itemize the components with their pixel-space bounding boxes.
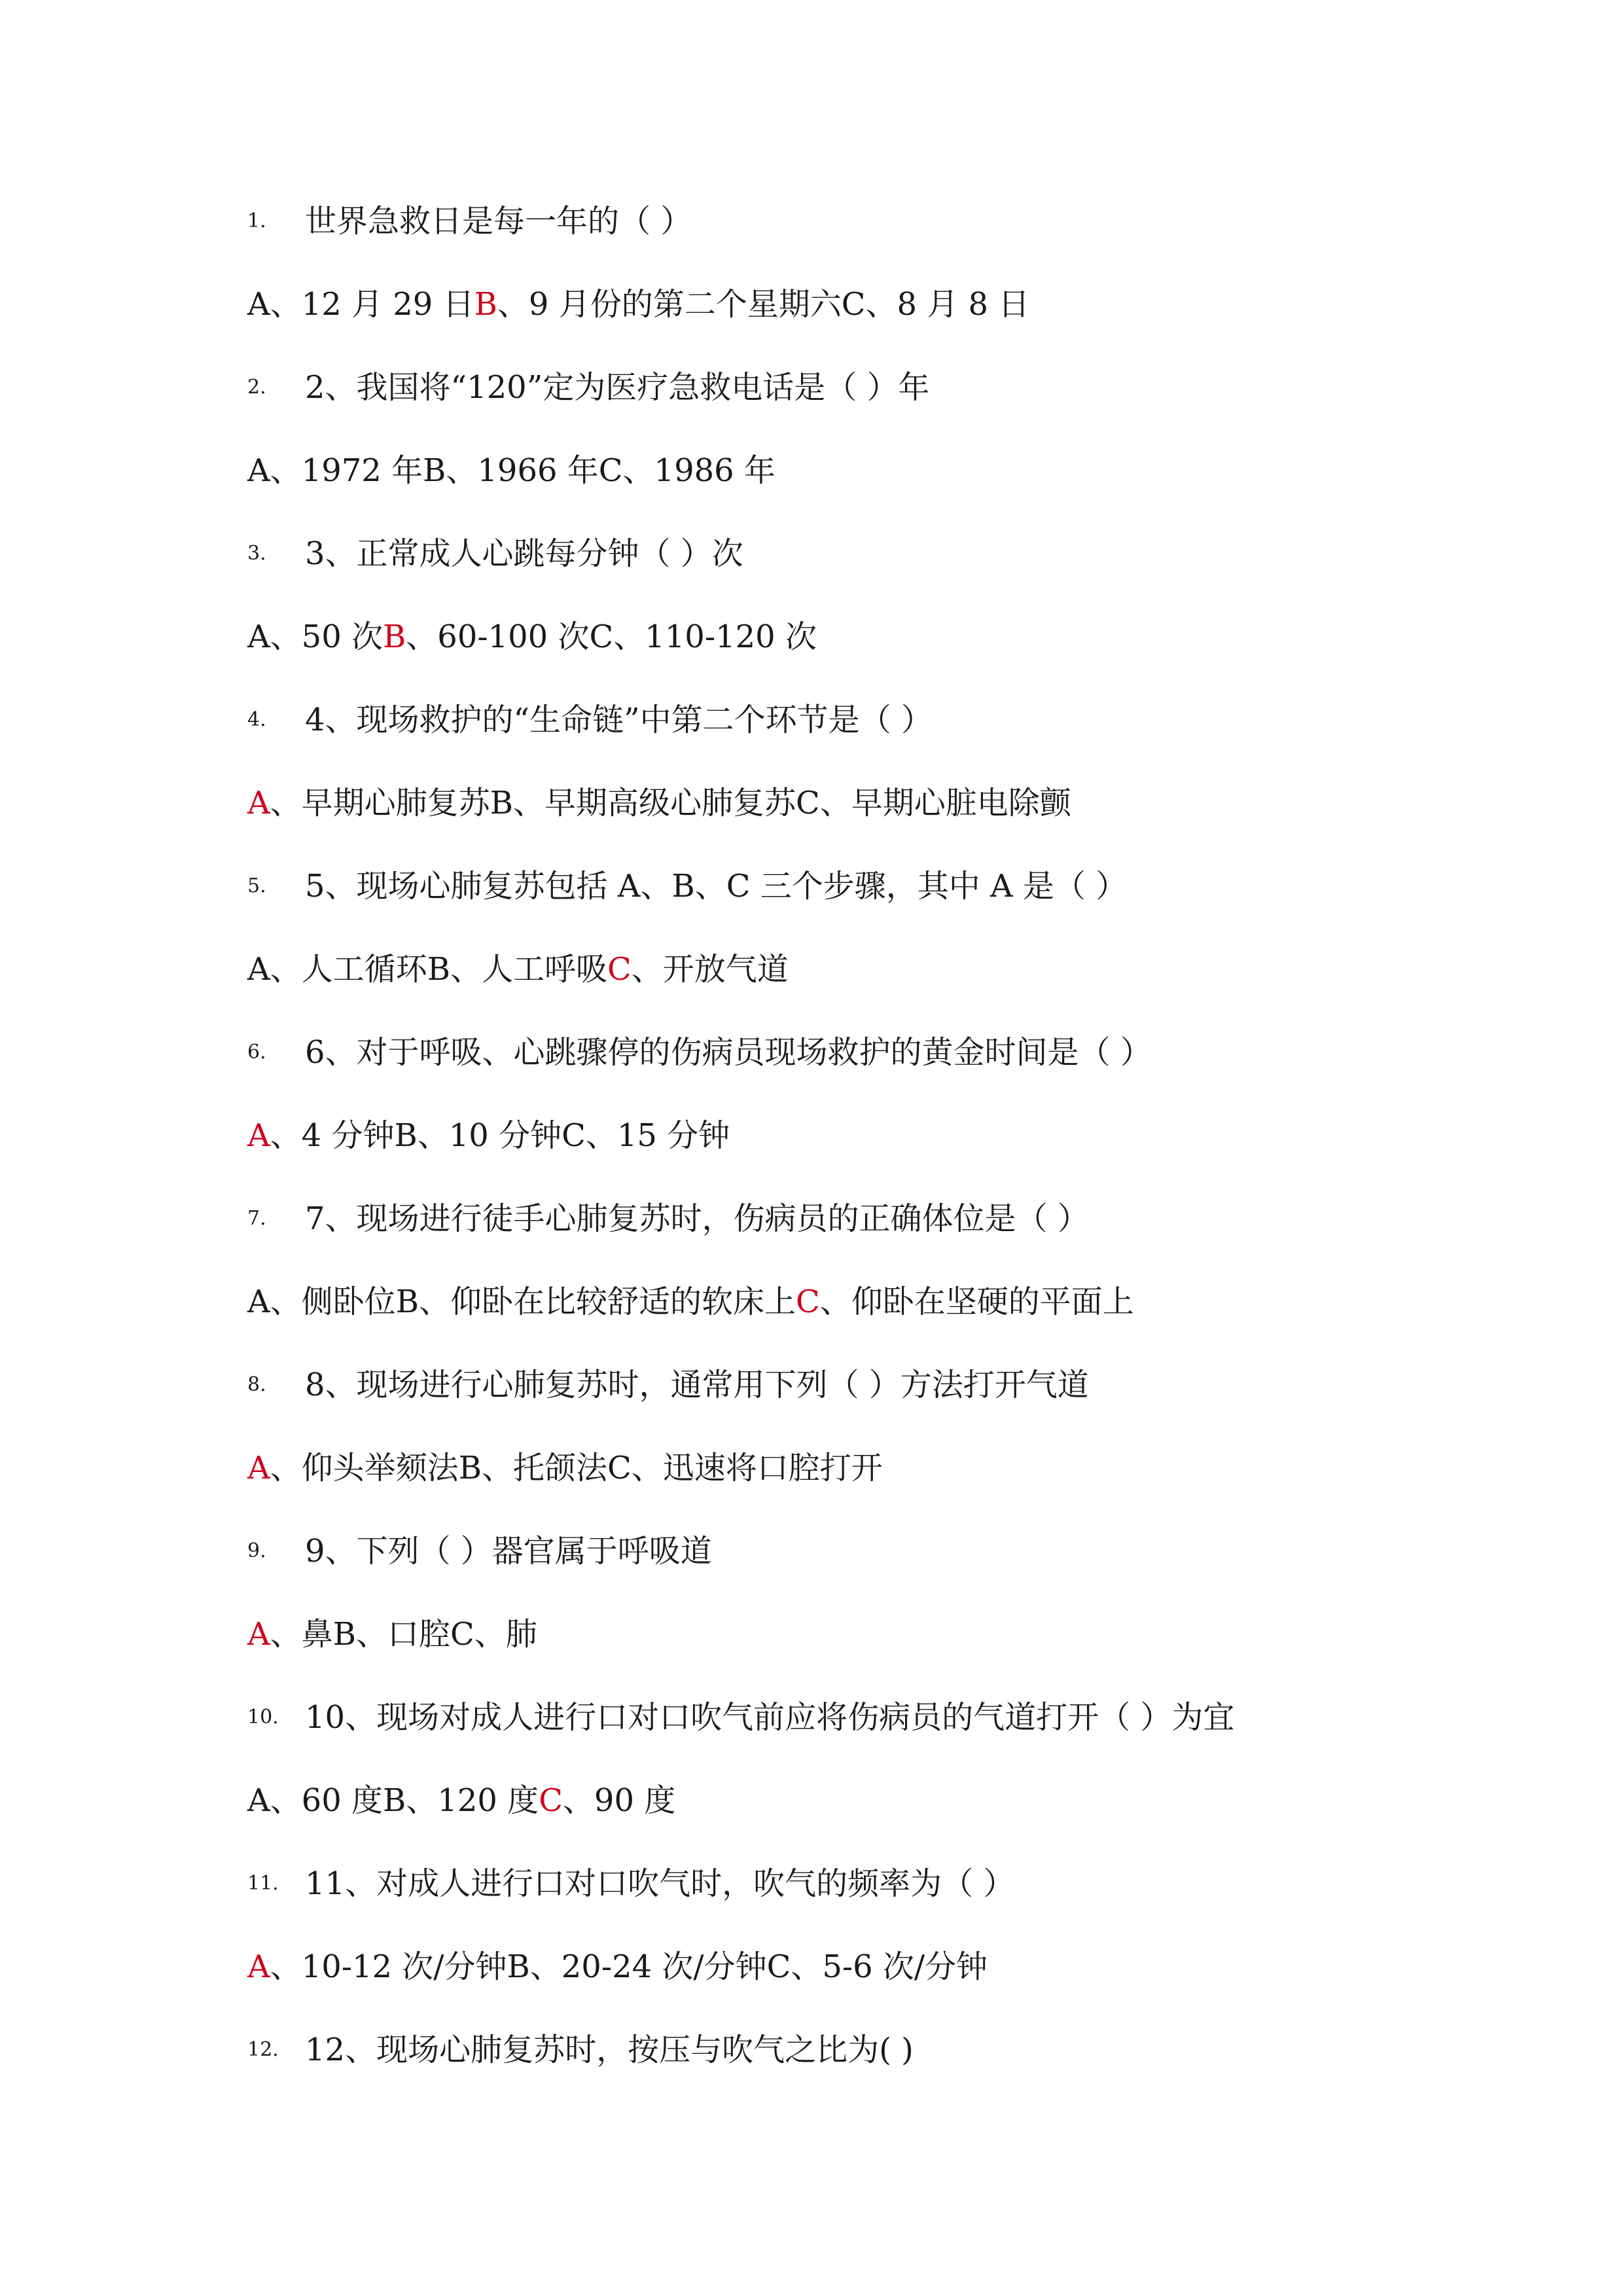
option-a-label: A <box>247 1283 270 1320</box>
option-b-text: 、60-100 次 <box>406 619 590 655</box>
question-text: 世界急救日是每一年的（ ） <box>305 203 692 240</box>
option-a-text: 、50 次 <box>270 619 383 655</box>
question-text: 5、现场心肺复苏包括 A、B、C 三个步骤，其中 A 是（ ） <box>305 868 1128 905</box>
option-a-label: A <box>247 785 270 821</box>
question-number: 2. <box>247 376 266 399</box>
option-a-label: A <box>247 286 270 323</box>
option-b-label: B <box>490 785 513 821</box>
option-c-text: 、5-6 次/分钟 <box>791 1948 988 1985</box>
question-number: 1. <box>247 209 266 232</box>
option-c-text: 、开放气道 <box>631 951 789 988</box>
option-b-text: 、早期高级心肺复苏 <box>512 785 796 821</box>
option-a-text: 、侧卧位 <box>270 1283 396 1320</box>
question-text: 11、对成人进行口对口吹气时，吹气的频率为（ ） <box>305 1865 1015 1902</box>
option-a-label: A <box>247 951 270 988</box>
question-11 <box>247 1857 1459 1910</box>
option-c-label: C <box>589 619 614 655</box>
option-c-text: 、肺 <box>474 1616 537 1653</box>
option-b-label: B <box>395 1283 419 1320</box>
question-number: 7. <box>247 1207 266 1230</box>
option-b-label: B <box>383 1782 406 1819</box>
options-3 <box>247 611 1459 663</box>
option-b-text: 、口腔 <box>355 1616 450 1653</box>
option-c-label: C <box>598 452 623 489</box>
option-b-text: 、人工呼吸 <box>450 951 607 988</box>
option-a-label: A <box>247 1616 270 1653</box>
option-a-text: 、早期心肺复苏 <box>270 785 490 821</box>
option-a-label: A <box>247 1450 270 1486</box>
option-a-label: A <box>247 619 270 655</box>
question-3 <box>247 528 1459 580</box>
question-text: 12、现场心肺复苏时，按压与吹气之比为( ) <box>305 2032 914 2068</box>
option-c-text: 、早期心脏电除颤 <box>819 785 1071 821</box>
option-c-label: C <box>795 1283 820 1320</box>
option-b-label: B <box>394 1117 418 1154</box>
option-c-text: 、迅速将口腔打开 <box>631 1450 883 1486</box>
question-4 <box>247 694 1459 746</box>
option-b-label: B <box>383 619 406 655</box>
option-c-text: 、15 分钟 <box>585 1117 730 1154</box>
question-5 <box>247 860 1459 912</box>
option-c-label: C <box>607 1450 632 1486</box>
option-b-label: B <box>427 951 450 988</box>
option-a-text: 、4 分钟 <box>270 1117 395 1154</box>
option-c-text: 、90 度 <box>562 1782 676 1819</box>
option-a-text: 、人工循环 <box>270 951 427 988</box>
question-text: 3、正常成人心跳每分钟（ ）次 <box>305 535 743 572</box>
question-7 <box>247 1193 1459 1245</box>
option-b-text: 、120 度 <box>406 1782 539 1819</box>
option-a-label: A <box>247 1117 270 1154</box>
option-a-label: A <box>247 1948 270 1985</box>
option-c-label: C <box>766 1948 791 1985</box>
option-c-text: 、8 月 8 日 <box>865 286 1030 323</box>
question-9 <box>247 1525 1459 1577</box>
question-number: 9. <box>247 1539 266 1562</box>
option-c-text: 、110-120 次 <box>613 619 817 655</box>
options-7 <box>247 1276 1459 1328</box>
option-b-text: 、20-24 次/分钟 <box>529 1948 767 1985</box>
option-a-text: 、10-12 次/分钟 <box>270 1948 507 1985</box>
question-number: 8. <box>247 1373 266 1396</box>
question-text: 9、下列（ ）器官属于呼吸道 <box>305 1533 712 1570</box>
question-number: 4. <box>247 708 266 731</box>
question-number: 10. <box>247 1706 279 1729</box>
question-number: 5. <box>247 874 266 897</box>
options-2 <box>247 444 1459 497</box>
question-number: 3. <box>247 542 266 565</box>
question-2 <box>247 361 1459 414</box>
option-c-text: 、1986 年 <box>622 452 776 489</box>
option-b-text: 、托颌法 <box>481 1450 607 1486</box>
options-10 <box>247 1774 1459 1827</box>
question-text: 6、对于呼吸、心跳骤停的伤病员现场救护的黄金时间是（ ） <box>305 1034 1152 1071</box>
option-a-text: 、12 月 29 日 <box>270 286 474 323</box>
question-text: 8、现场进行心肺复苏时，通常用下列（ ）方法打开气道 <box>305 1367 1089 1403</box>
option-b-label: B <box>458 1450 482 1486</box>
question-number: 12. <box>247 2038 279 2061</box>
option-a-text: 、1972 年 <box>270 452 423 489</box>
options-9 <box>247 1608 1459 1660</box>
option-c-label: C <box>539 1782 563 1819</box>
question-1 <box>247 195 1459 247</box>
option-b-label: B <box>332 1616 356 1653</box>
options-1 <box>247 278 1459 331</box>
option-a-label: A <box>247 452 270 489</box>
option-b-text: 、10 分钟 <box>417 1117 562 1154</box>
options-8 <box>247 1442 1459 1494</box>
option-b-label: B <box>423 452 446 489</box>
question-12 <box>247 2024 1459 2076</box>
option-b-label: B <box>474 286 497 323</box>
option-b-label: B <box>507 1948 530 1985</box>
option-c-label: C <box>607 951 632 988</box>
question-number: 6. <box>247 1041 266 1064</box>
options-4 <box>247 777 1459 829</box>
option-b-text: 、9 月份的第二个星期六 <box>497 286 842 323</box>
question-number: 11. <box>247 1872 279 1895</box>
option-c-label: C <box>841 286 866 323</box>
question-6 <box>247 1026 1459 1079</box>
option-c-label: C <box>562 1117 586 1154</box>
question-10 <box>247 1691 1459 1744</box>
option-c-text: 、仰卧在坚硬的平面上 <box>819 1283 1134 1320</box>
option-a-text: 、60 度 <box>270 1782 383 1819</box>
option-c-label: C <box>450 1616 474 1653</box>
option-c-label: C <box>795 785 820 821</box>
option-b-text: 、仰卧在比较舒适的软床上 <box>418 1283 796 1320</box>
options-11 <box>247 1941 1459 1993</box>
options-5 <box>247 943 1459 996</box>
option-a-text: 、仰头举颏法 <box>270 1450 459 1486</box>
question-text: 4、现场救护的“生命链”中第二个环节是（ ） <box>305 702 933 738</box>
option-a-text: 、鼻 <box>270 1616 333 1653</box>
options-6 <box>247 1109 1459 1162</box>
question-text: 2、我国将“120”定为医疗急救电话是（ ）年 <box>305 369 930 406</box>
option-b-text: 、1966 年 <box>446 452 599 489</box>
option-a-label: A <box>247 1782 270 1819</box>
question-8 <box>247 1359 1459 1411</box>
question-text: 7、现场进行徒手心肺复苏时，伤病员的正确体位是（ ） <box>305 1200 1089 1237</box>
question-text: 10、现场对成人进行口对口吹气前应将伤病员的气道打开（ ）为宜 <box>305 1699 1235 1736</box>
